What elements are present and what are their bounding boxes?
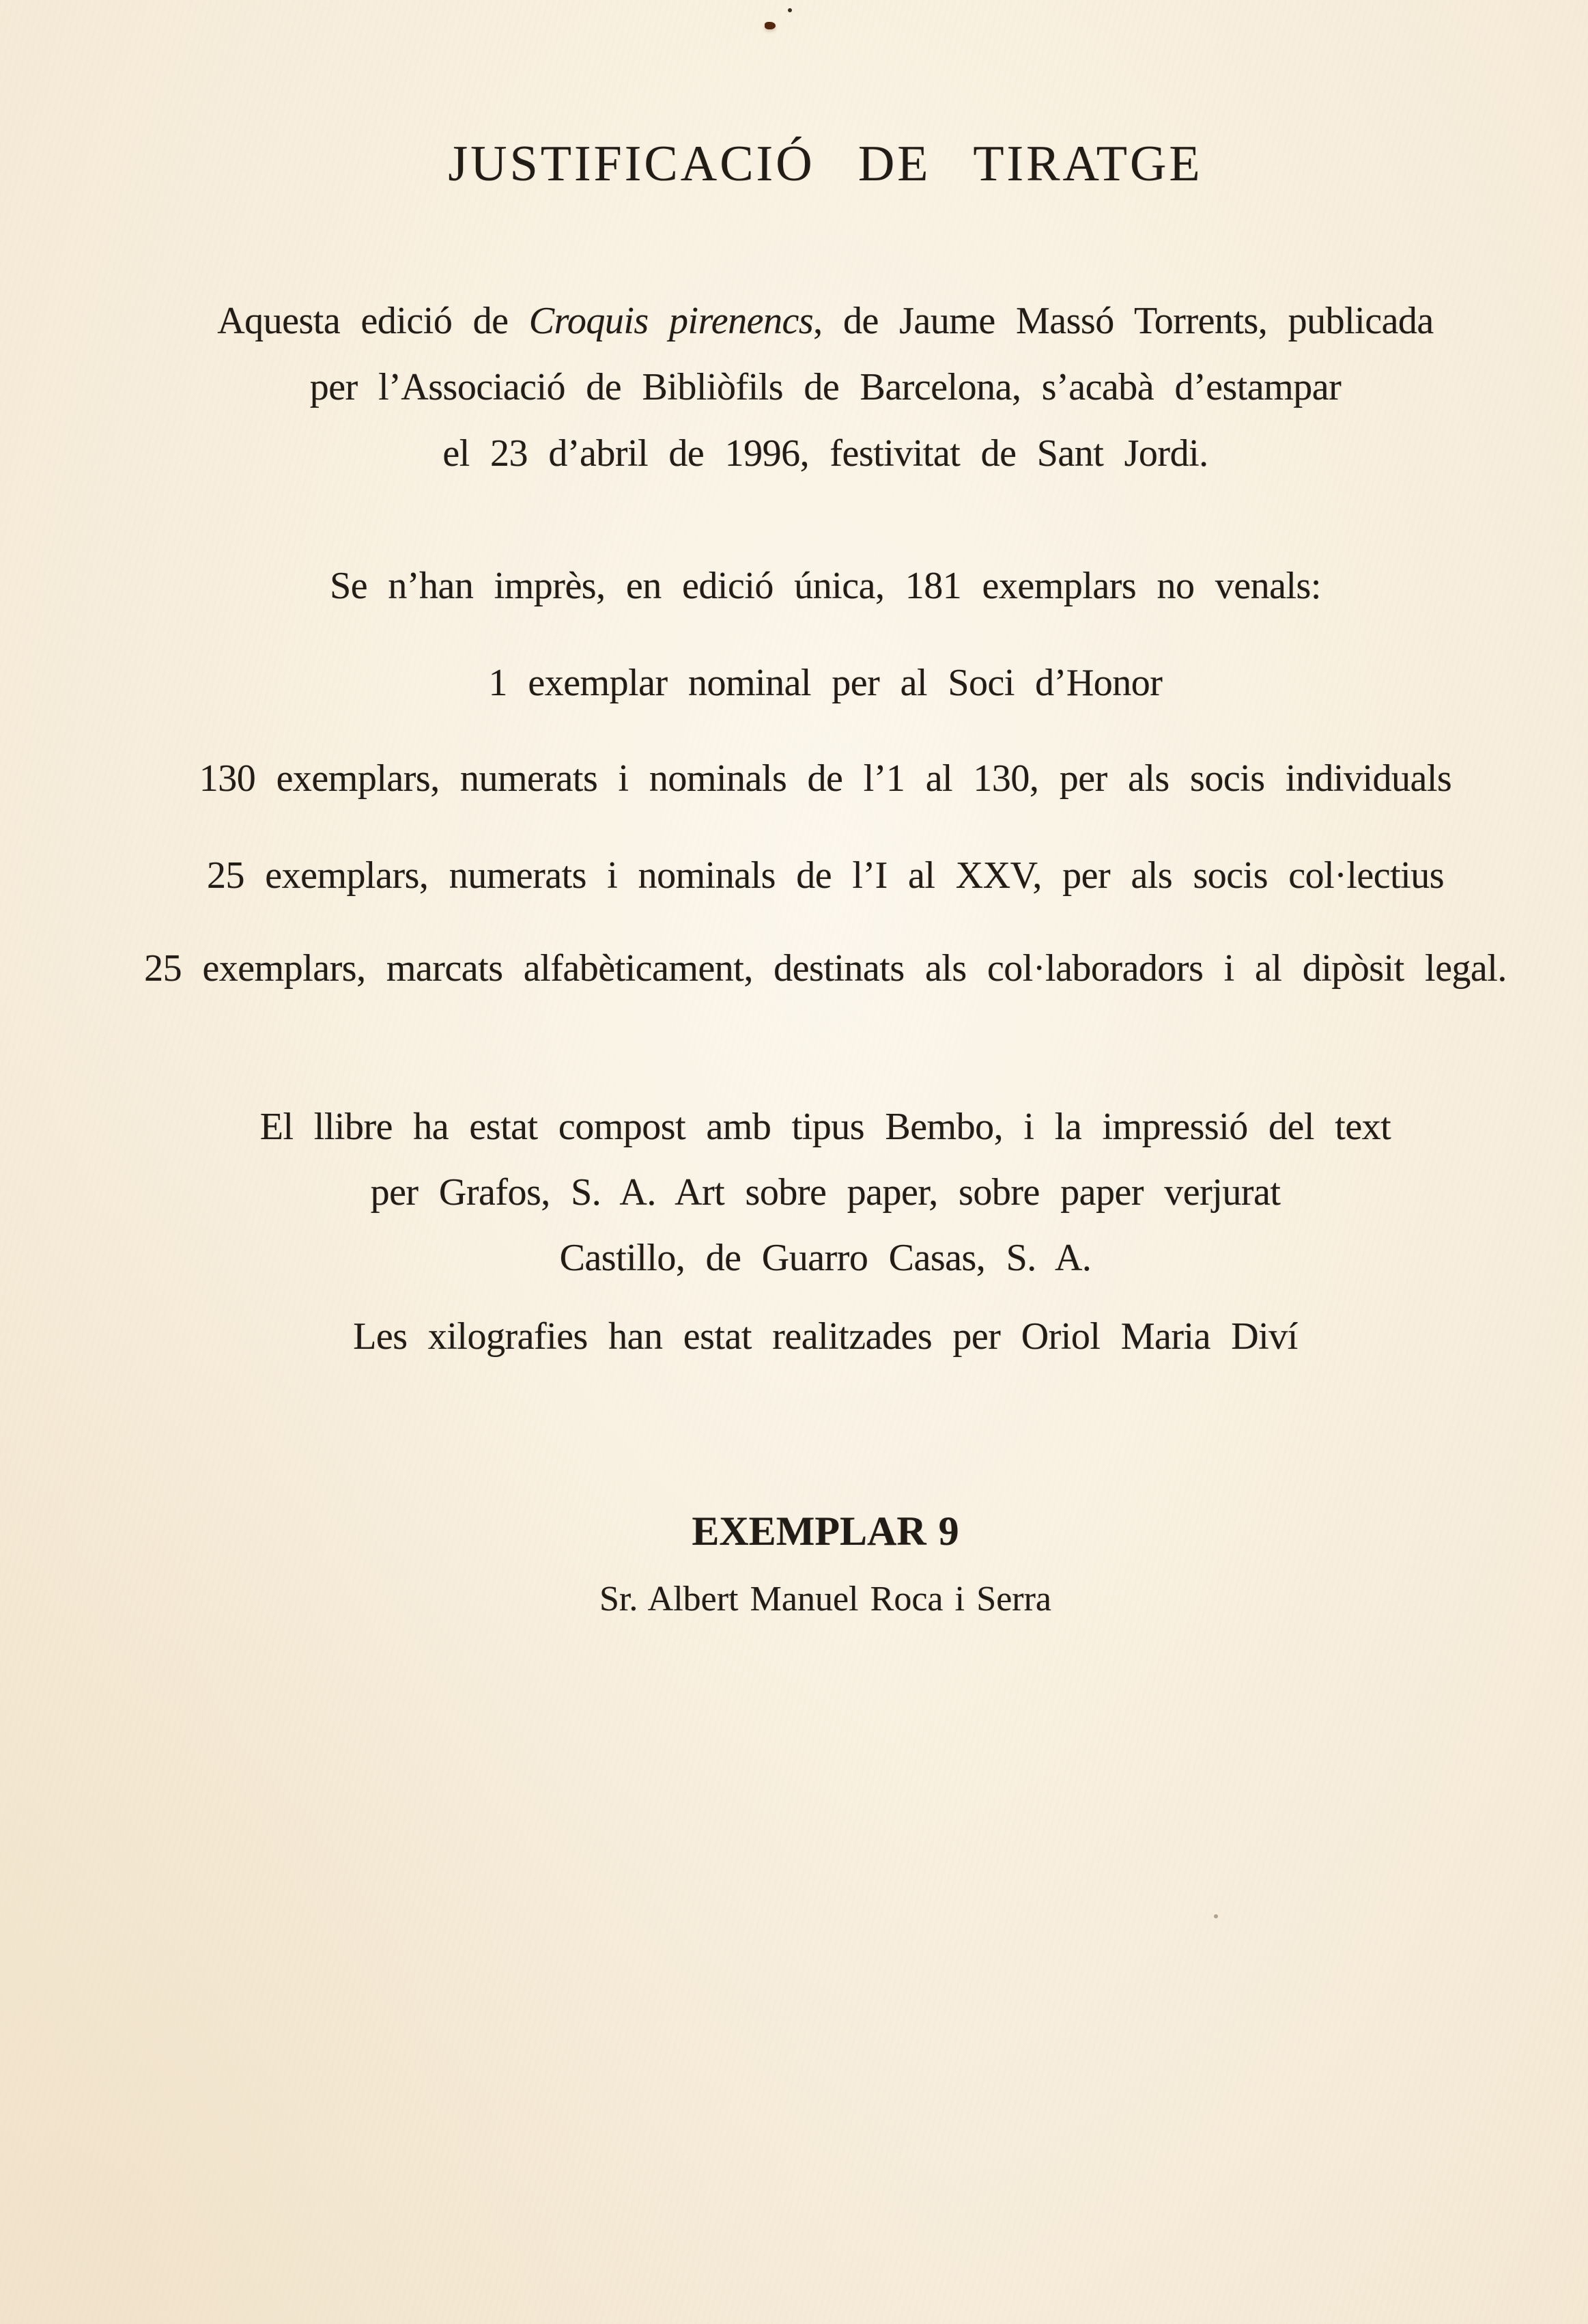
print-run-item-individual: 130 exemplars, numerats i nominals de l’1 al 130, per als socis individuals bbox=[199, 757, 1452, 800]
edition-line-1-pre: Aquesta edició de bbox=[217, 300, 529, 342]
edition-line-1 bbox=[31, 288, 1588, 354]
paper-speck bbox=[788, 8, 792, 12]
edition-line-1-post: , de Jaume Massó Torrents, publicada bbox=[813, 300, 1434, 342]
print-run-intro: Se n’han imprès, en edició única, 181 exemplars no venals: bbox=[330, 565, 1321, 607]
exemplar-number: EXEMPLAR 9 bbox=[692, 1509, 959, 1554]
book-title-italic: Croquis pirenencs bbox=[528, 300, 814, 342]
print-run-item-legal: 25 exemplars, marcats alfabèticament, destinats als col·laboradors i al dipòsit legal. bbox=[144, 947, 1507, 990]
exemplar-holder-name: Sr. Albert Manuel Roca i Serra bbox=[599, 1580, 1051, 1619]
edition-line-3: el 23 d’abril de 1996, festivitat de Sant Jordi. bbox=[442, 432, 1208, 475]
production-line-3: Castillo, de Guarro Casas, S. A. bbox=[559, 1237, 1092, 1279]
paper-speck bbox=[765, 22, 776, 29]
print-run-item-collective: 25 exemplars, numerats i nominals de l’I al XXV, per als socis col·lectius bbox=[206, 854, 1445, 897]
edition-line-2: per l’Associació de Bibliòfils de Barcelona, s’acabà d’estampar bbox=[309, 366, 1342, 408]
page-title: JUSTIFICACIÓ DE TIRATGE bbox=[448, 136, 1203, 192]
xylography-credit: Les xilografies han estat realitzades per Oriol Maria Diví bbox=[353, 1315, 1298, 1358]
edition-paragraph bbox=[31, 288, 1588, 487]
paper-speck bbox=[1214, 1914, 1218, 1918]
print-run-item-honor: 1 exemplar nominal per al Soci d’Honor bbox=[488, 662, 1163, 704]
production-paragraph bbox=[31, 1094, 1588, 1291]
production-line-1: El llibre ha estat compost amb tipus Bembo, i la impressió del text bbox=[259, 1106, 1391, 1148]
production-line-2: per Grafos, S. A. Art sobre paper, sobre paper verjurat bbox=[370, 1171, 1281, 1214]
